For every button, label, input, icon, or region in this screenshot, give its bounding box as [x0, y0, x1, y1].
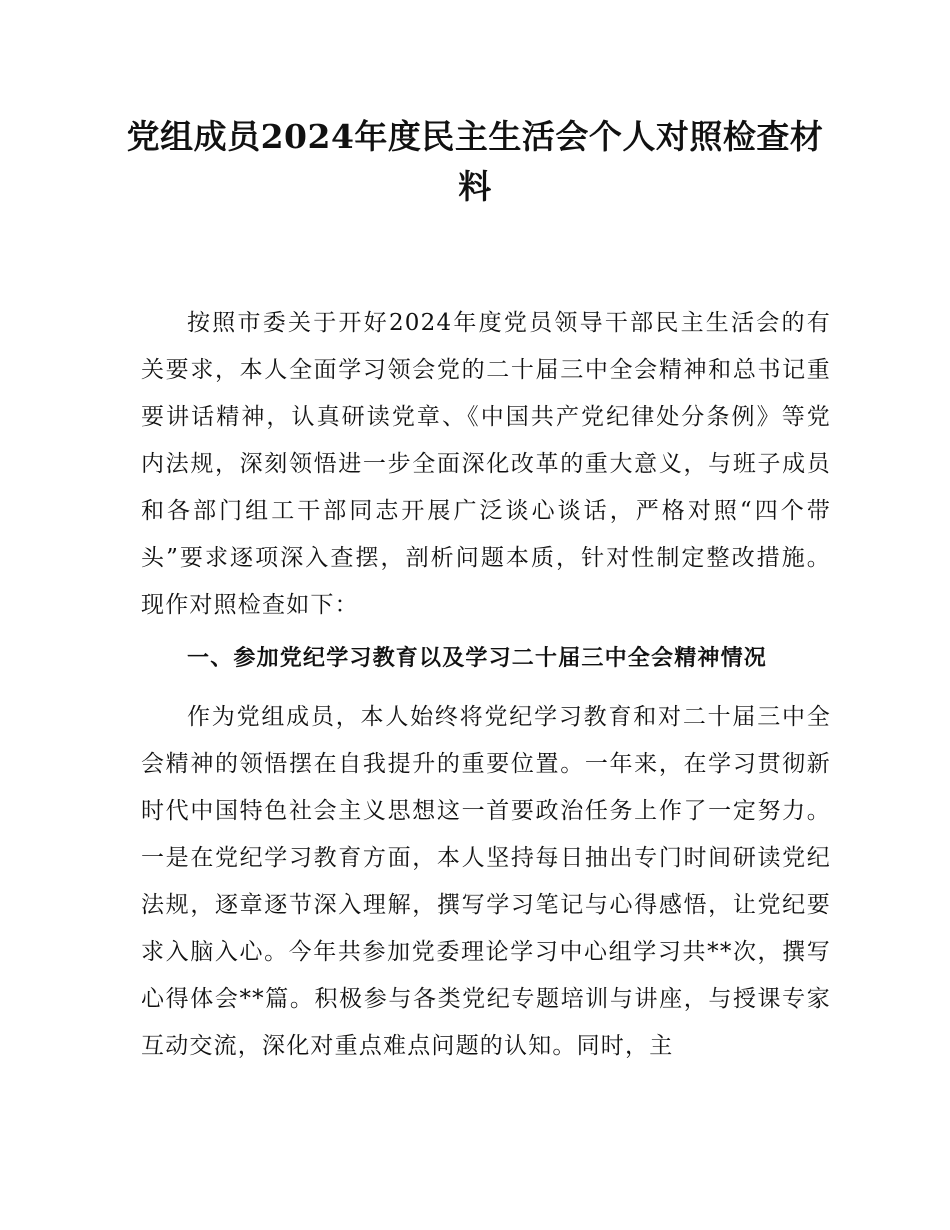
document-body: [141, 300, 831, 1070]
intro-paragraph: 按照市委关于开好2024年度党员领导干部民主生活会的有关要求，本人全面学习领会党的二十届三中全会精神和总书记重要讲话精神，认真研读党章、《中国共产党纪律处分条例》等党内法规，深刻领悟进一步全面深化改革的重大意义，与班子成员和各部门组工干部同志开展广泛谈心谈话，严格对照“四个带头”要求逐项深入查摆，剖析问题本质，针对性制定整改措施。现作对照检查如下：: [141, 310, 831, 618]
section-paragraph: 作为党组成员，本人始终将党纪学习教育和对二十届三中全会精神的领悟摆在自我提升的重要位置。一年来，在学习贯彻新时代中国特色社会主义思想这一首要政治任务上作了一定努力。一是在党纪学习教育方面，本人坚持每日抽出专门时间研读党纪法规，逐章逐节深入理解，撰写学习笔记与心得感悟，让党纪要求入脑入心。今年共参加党委理论学习中心组学习共**次，撰写心得体会**篇。积极参与各类党纪专题培训与讲座，与授课专家互动交流，深化对重点难点问题的认知。同时，主: [141, 704, 831, 1059]
section-heading: 一、参加党纪学习教育以及学习二十届三中全会精神情况: [187, 646, 768, 671]
document-title: 党组成员2024年度民主生活会个人对照检查材料: [126, 117, 824, 206]
